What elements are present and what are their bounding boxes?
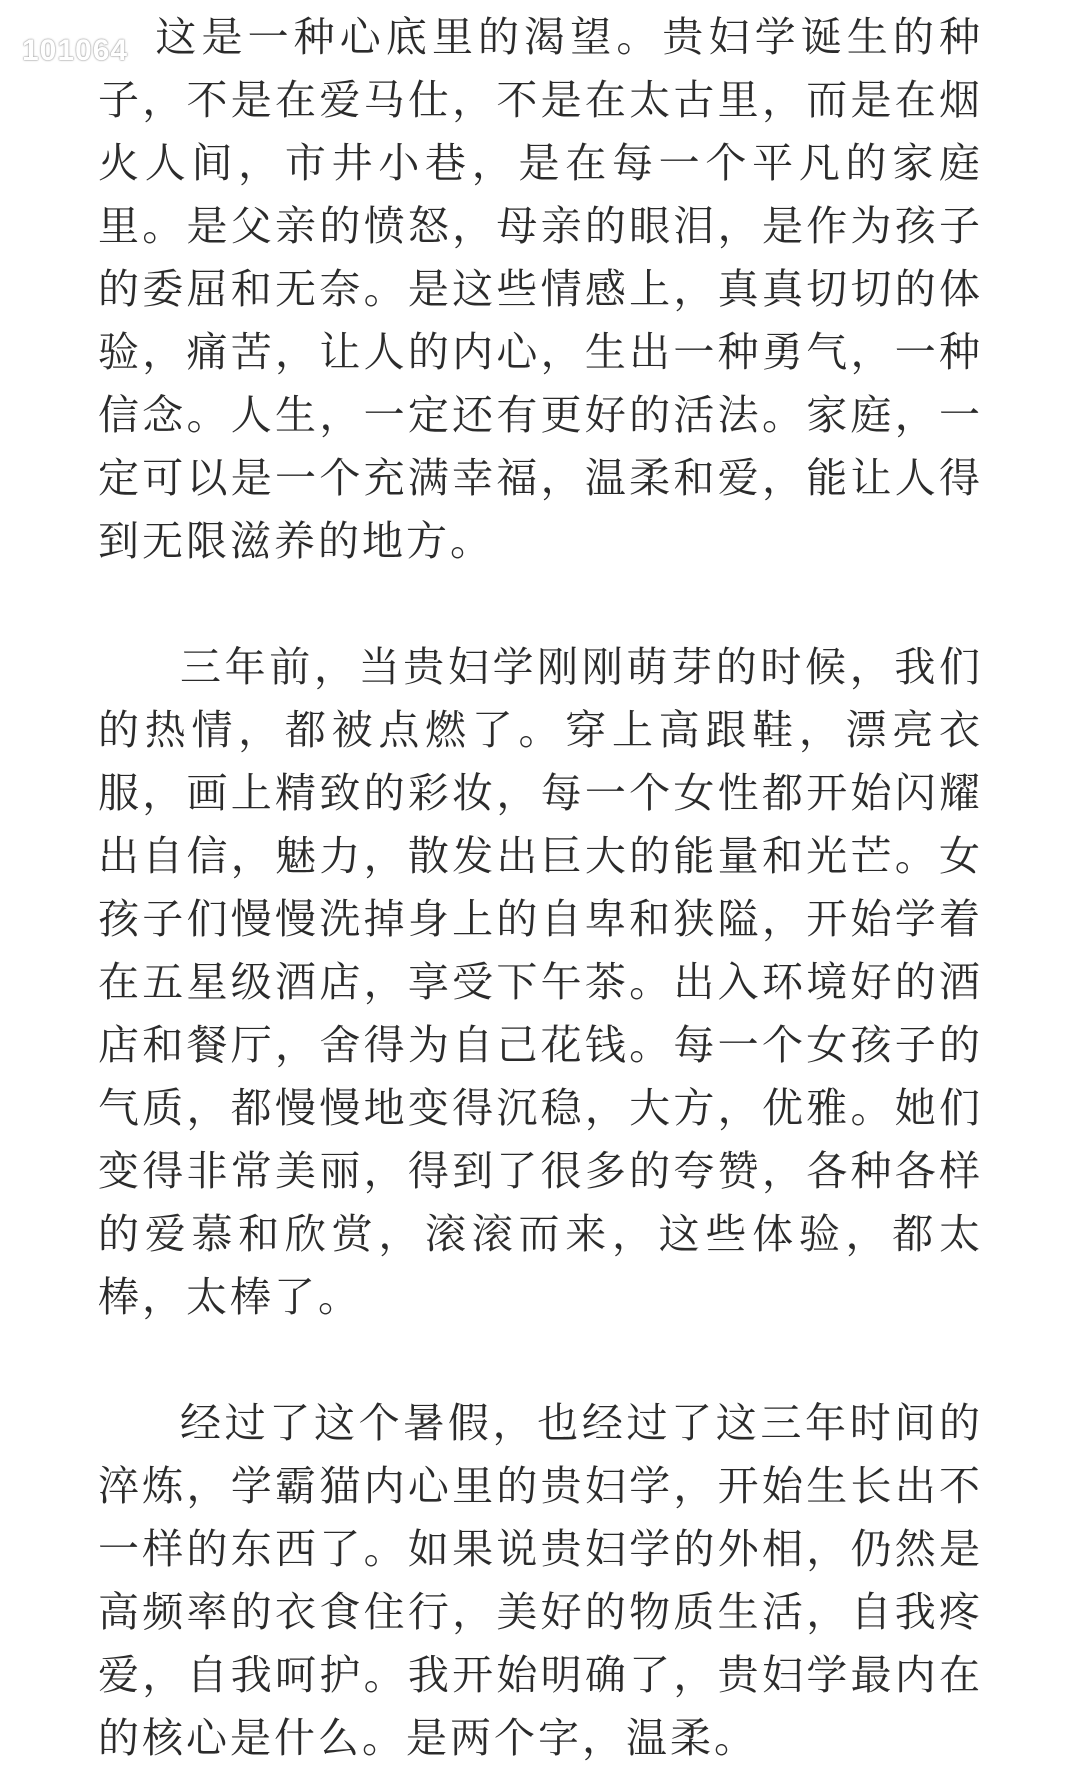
paragraph-3: 经过了这个暑假，也经过了这三年时间的淬炼，学霸猫内心里的贵妇学，开始生长出不一样的东西了。如果说贵妇学的外相，仍然是高频率的衣食住行，美好的物质生活，自我疼爱，自我呵护。我开始明确了，贵妇学最内在的核心是什么。是两个字，温柔。 — [98, 1399, 983, 1762]
paragraph-1: 这是一种心底里的渴望。贵妇学诞生的种子，不是在爱马仕，不是在太古里，而是在烟火人间，市井小巷，是在每一个平凡的家庭里。是父亲的愤怒，母亲的眼泪，是作为孩子的委屈和无奈。是这些情感上，真真切切的体验，痛苦，让人的内心，生出一种勇气，一种信念。人生，一定还有更好的活法。家庭，一定可以是一个充满幸福，温柔和爱，能让人得到无限滋养的地方。 — [98, 13, 983, 565]
paragraph-gap — [98, 1329, 983, 1392]
article-body — [98, 6, 983, 1770]
watermark-id: 101064 — [22, 34, 129, 67]
paragraph-2: 三年前，当贵妇学刚刚萌芽的时候，我们的热情，都被点燃了。穿上高跟鞋，漂亮衣服，画上精致的彩妆，每一个女性都开始闪耀出自信，魅力，散发出巨大的能量和光芒。女孩子们慢慢洗掉身上的自卑和狭隘，开始学着在五星级酒店，享受下午茶。出入环境好的酒店和餐厅，舍得为自己花钱。每一个女孩子的气质，都慢慢地变得沉稳，大方，优雅。她们变得非常美丽，得到了很多的夸赞，各种各样的爱慕和欣赏，滚滚而来，这些体验，都太棒，太棒了。 — [98, 643, 983, 1321]
paragraph-gap — [98, 573, 983, 636]
